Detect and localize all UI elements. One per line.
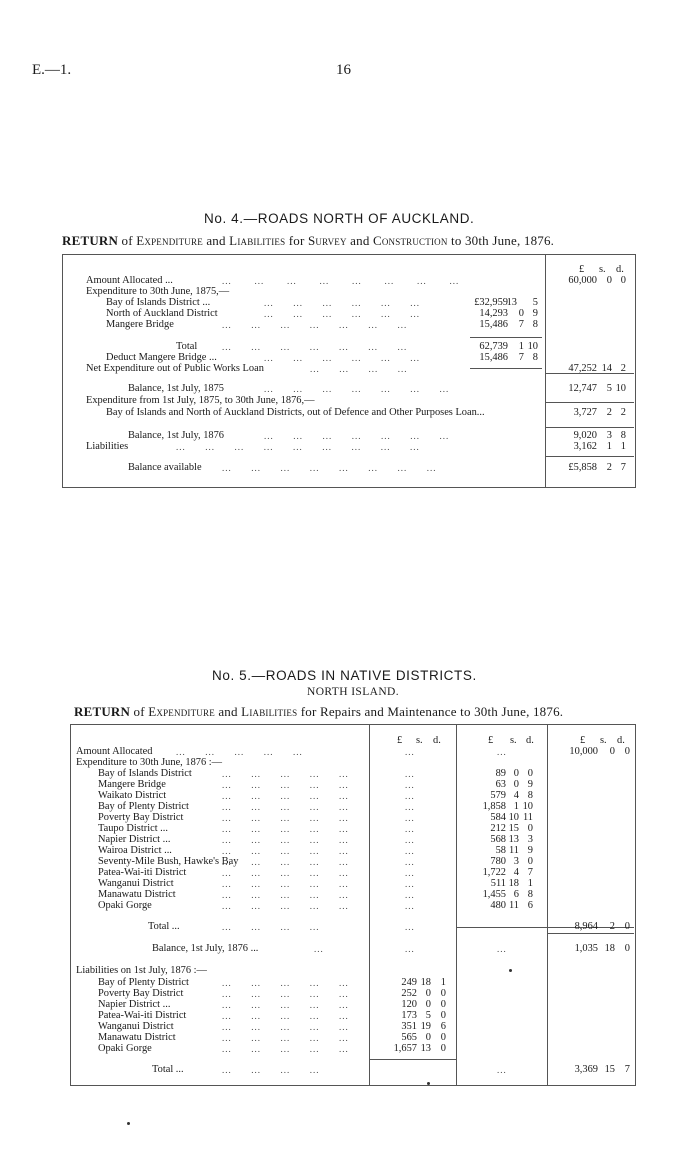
table4-label-bay-north: Bay of Islands and North of Auckland Districts, out of Defence and Other Purposes Loan... xyxy=(106,407,485,418)
district-s: 11 xyxy=(508,845,519,856)
district-s: 0 xyxy=(513,768,519,779)
table5-liab-total-pounds: 3,369 xyxy=(574,1064,598,1075)
table4-bay-pounds: £32,959 xyxy=(474,297,508,308)
liability-name: Napier District ... xyxy=(98,999,171,1010)
liability-pounds: 252 xyxy=(401,988,417,999)
leader-dots: ... ... ... ... ... xyxy=(222,824,349,834)
table5-allocated-d: 0 xyxy=(624,746,630,757)
table4-deduct-pounds: 15,486 xyxy=(479,352,508,363)
table4-label-bal1876: Balance, 1st July, 1876 xyxy=(128,430,225,441)
district-s: 4 xyxy=(513,790,519,801)
table4-total-s: 1 xyxy=(518,341,524,352)
table5-label-exp: Expenditure to 30th June, 1876 :— xyxy=(76,757,223,768)
page-number: 16 xyxy=(336,62,351,78)
table4-north-d: 9 xyxy=(532,308,538,319)
leader-dots: ... xyxy=(497,1065,507,1075)
leader-dots: ... ... ... ... ... xyxy=(222,879,349,889)
table4-baynorth-pounds: 3,727 xyxy=(573,407,597,418)
liability-d: 6 xyxy=(440,1021,446,1032)
table4-label-net: Net Expenditure out of Public Works Loan xyxy=(86,363,264,374)
liability-pounds: 173 xyxy=(401,1010,417,1021)
table4-bay-s: 13 xyxy=(506,297,517,308)
table5-allocated-s: 0 xyxy=(609,746,615,757)
district-name: Bay of Islands District xyxy=(98,768,192,779)
table4-label-mangere: Mangere Bridge xyxy=(106,319,174,330)
table5-col2-head-d: d. xyxy=(526,735,534,746)
district-name: Mangere Bridge xyxy=(98,779,166,790)
leader-dots: ... xyxy=(405,846,415,856)
leader-dots: ... ... ... ... ... ... ... xyxy=(222,342,408,352)
district-d: 7 xyxy=(527,867,533,878)
table5-total-s: 2 xyxy=(609,921,615,932)
table5-label-total: Total ... xyxy=(148,921,180,932)
table4-available-s: 2 xyxy=(606,462,612,473)
leader-dots: ... ... ... ... ... xyxy=(222,901,349,911)
leader-dots: ... xyxy=(314,944,324,954)
table5-island: NORTH ISLAND. xyxy=(307,686,400,698)
district-name: Seventy-Mile Bush, Hawke's Bay xyxy=(98,856,239,867)
district-name: Poverty Bay District xyxy=(98,812,184,823)
leader-dots: ... ... ... ... ... xyxy=(222,835,349,845)
leader-dots: ... xyxy=(405,835,415,845)
table4-label-exp-from: Expenditure from 1st July, 1875, to 30th June, 1876,— xyxy=(86,395,315,406)
liability-s: 19 xyxy=(420,1021,431,1032)
district-s: 18 xyxy=(508,878,519,889)
table5-col3-head-d: d. xyxy=(617,735,625,746)
district-s: 6 xyxy=(513,889,519,900)
district-name: Opaki Gorge xyxy=(98,900,152,911)
table5-label-allocated: Amount Allocated xyxy=(76,746,153,757)
leader-dots: ... xyxy=(405,879,415,889)
liability-s: 0 xyxy=(425,988,431,999)
liability-d: 1 xyxy=(440,977,446,988)
liability-s: 13 xyxy=(420,1043,431,1054)
leader-dots: ... xyxy=(405,824,415,834)
table4-bay-d: 5 xyxy=(532,297,538,308)
leader-dots: ... ... ... ... ... xyxy=(222,780,349,790)
table5-label-balance: Balance, 1st July, 1876 ... xyxy=(152,943,259,954)
table5-balance-d: 0 xyxy=(624,943,630,954)
leader-dots: ... ... ... ... ... xyxy=(222,769,349,779)
district-s: 15 xyxy=(508,823,519,834)
liability-d: 0 xyxy=(440,988,446,999)
table4-bal1876-pounds: 9,020 xyxy=(573,430,597,441)
table4-sum-rule-6 xyxy=(546,456,634,457)
district-d: 0 xyxy=(527,823,533,834)
district-pounds: 780 xyxy=(490,856,506,867)
district-name: Napier District ... xyxy=(98,834,171,845)
district-d: 0 xyxy=(527,768,533,779)
leader-dots: ... xyxy=(405,769,415,779)
district-pounds: 568 xyxy=(490,834,506,845)
document-reference: E.—1. xyxy=(32,62,72,78)
district-s: 0 xyxy=(513,779,519,790)
district-d: 9 xyxy=(527,779,533,790)
table4-label-deduct: Deduct Mangere Bridge ... xyxy=(106,352,217,363)
leader-dots: ... xyxy=(405,890,415,900)
district-d: 8 xyxy=(527,889,533,900)
leader-dots: ... ... ... ... ... xyxy=(222,1033,349,1043)
table4-north-pounds: 14,293 xyxy=(479,308,508,319)
leader-dots: ... ... ... ... ... ... xyxy=(264,298,420,308)
table5-col3-head-pound: £ xyxy=(580,735,586,746)
district-d: 3 xyxy=(527,834,533,845)
table5-column-rule-1 xyxy=(369,724,370,1085)
leader-dots: ... ... ... ... ... xyxy=(222,989,349,999)
table4-label-north: North of Auckland District xyxy=(106,308,218,319)
liability-d: 0 xyxy=(440,1010,446,1021)
table5-sum-rule-2 xyxy=(547,933,634,934)
leader-dots: ... ... ... ... ... xyxy=(222,791,349,801)
leader-dots: ... ... ... ... ... xyxy=(222,813,349,823)
district-s: 11 xyxy=(508,900,519,911)
table5-sum-rule-3 xyxy=(370,1059,456,1060)
table5-balance-pounds: 1,035 xyxy=(574,943,598,954)
table4-sum-rule-2 xyxy=(470,368,542,369)
table4-label-bal1875: Balance, 1st July, 1875 xyxy=(128,383,225,394)
district-d: 10 xyxy=(522,801,533,812)
leader-dots: ... xyxy=(405,944,415,954)
table4-label-liabilities: Liabilities xyxy=(86,441,129,452)
table4-label-allocated: Amount Allocated ... xyxy=(86,275,173,286)
table4-label-available: Balance available xyxy=(128,462,202,473)
table5-total-d: 0 xyxy=(624,921,630,932)
leader-dots: ... ... ... ... ... xyxy=(222,1011,349,1021)
liability-pounds: 351 xyxy=(401,1021,417,1032)
liability-name: Wanganui District xyxy=(98,1021,174,1032)
leader-dots: ... xyxy=(405,802,415,812)
liability-s: 0 xyxy=(425,1032,431,1043)
district-pounds: 89 xyxy=(495,768,506,779)
table4-bal1875-d: 10 xyxy=(615,383,626,394)
district-name: Patea-Wai-iti District xyxy=(98,867,187,878)
leader-dots: ... ... ... ... ... xyxy=(222,857,349,867)
district-pounds: 1,722 xyxy=(482,867,506,878)
table5-liab-total-s: 15 xyxy=(604,1064,615,1075)
leader-dots: ... ... ... ... xyxy=(222,922,320,932)
table4-baynorth-d: 2 xyxy=(620,407,626,418)
table4-north-s: 0 xyxy=(518,308,524,319)
district-d: 11 xyxy=(522,812,533,823)
table4-bal1876-d: 8 xyxy=(620,430,626,441)
table4-mangere-s: 7 xyxy=(518,319,524,330)
district-d: 1 xyxy=(527,878,533,889)
district-d: 8 xyxy=(527,790,533,801)
table4-subtitle: RETURN of Expenditure and Liabilities for Survey and Construction to 30th June, 1876. xyxy=(62,233,555,248)
table4-total-d: 10 xyxy=(527,341,538,352)
district-pounds: 212 xyxy=(490,823,506,834)
district-s: 1 xyxy=(513,801,519,812)
table5-col3-head-s: s. xyxy=(600,735,607,746)
table4-allocated-pounds: 60,000 xyxy=(568,275,597,286)
table4-bal1876-s: 3 xyxy=(606,430,612,441)
table4-liabilities-s: 1 xyxy=(606,441,612,452)
liability-pounds: 1,657 xyxy=(393,1043,417,1054)
leader-dots: ... ... ... ... ... xyxy=(222,1022,349,1032)
leader-dots: ... ... ... ... xyxy=(310,364,408,374)
table4-net-s: 14 xyxy=(601,363,612,374)
table4-available-pounds: £5,858 xyxy=(568,462,597,473)
table5-col2-head-pound: £ xyxy=(488,735,494,746)
liability-name: Manawatu District xyxy=(98,1032,176,1043)
district-s: 10 xyxy=(508,812,519,823)
leader-dots: ... ... ... ... ... xyxy=(222,802,349,812)
district-d: 9 xyxy=(527,845,533,856)
table4-head-d: d. xyxy=(616,264,624,275)
district-name: Wairoa District ... xyxy=(98,845,172,856)
table4-allocated-s: 0 xyxy=(606,275,612,286)
ink-dot xyxy=(509,969,512,972)
leader-dots: ... xyxy=(405,780,415,790)
ink-dot xyxy=(427,1082,430,1085)
table4-deduct-d: 8 xyxy=(532,352,538,363)
liability-name: Patea-Wai-iti District xyxy=(98,1010,187,1021)
district-pounds: 480 xyxy=(490,900,506,911)
liability-name: Bay of Plenty District xyxy=(98,977,189,988)
table4-mangere-pounds: 15,486 xyxy=(479,319,508,330)
leader-dots: ... ... ... ... ... xyxy=(222,868,349,878)
leader-dots: ... ... ... ... ... ... ... xyxy=(222,320,408,330)
district-name: Manawatu District xyxy=(98,889,176,900)
liability-s: 18 xyxy=(420,977,431,988)
leader-dots: ... ... ... ... ... xyxy=(176,747,303,757)
table5-label-liab-total: Total ... xyxy=(152,1064,184,1075)
district-name: Taupo District ... xyxy=(98,823,168,834)
table5-liab-total-d: 7 xyxy=(624,1064,630,1075)
table5-col1-head-d: d. xyxy=(433,735,441,746)
district-pounds: 579 xyxy=(490,790,506,801)
ink-dot xyxy=(127,1122,130,1125)
leader-dots: ... xyxy=(405,857,415,867)
table4-sum-rule-4 xyxy=(546,402,634,403)
table5-sum-rule-1 xyxy=(456,927,634,928)
table4-label-total: Total xyxy=(176,341,198,352)
leader-dots: ... xyxy=(405,901,415,911)
leader-dots: ... ... ... ... ... ... ... xyxy=(264,384,450,394)
table5-subtitle: RETURN of Expenditure and Liabilities for Repairs and Maintenance to 30th June, 1876. xyxy=(74,704,564,719)
table4-title: No. 4.—ROADS NORTH OF AUCKLAND. xyxy=(204,211,475,226)
district-name: Wanganui District xyxy=(98,878,174,889)
leader-dots: ... xyxy=(497,944,507,954)
table4-head-pound: £ xyxy=(579,264,585,275)
leader-dots: ... xyxy=(405,747,415,757)
district-pounds: 584 xyxy=(490,812,506,823)
leader-dots: ... ... ... ... ... ... xyxy=(264,309,420,319)
table4-head-s: s. xyxy=(599,264,606,275)
liability-name: Opaki Gorge xyxy=(98,1043,152,1054)
liability-d: 0 xyxy=(440,1032,446,1043)
leader-dots: ... ... ... ... ... xyxy=(222,978,349,988)
table4-liabilities-pounds: 3,162 xyxy=(573,441,597,452)
table5-col2-head-s: s. xyxy=(510,735,517,746)
district-pounds: 58 xyxy=(495,845,506,856)
table5-title: No. 5.—ROADS IN NATIVE DISTRICTS. xyxy=(212,668,477,683)
liability-pounds: 249 xyxy=(401,977,417,988)
leader-dots: ... ... ... ... ... xyxy=(222,846,349,856)
table4-label-exp-to: Expenditure to 30th June, 1875,— xyxy=(86,286,230,297)
leader-dots: ... ... ... ... ... ... ... ... ... xyxy=(176,442,420,452)
district-pounds: 511 xyxy=(490,878,506,889)
table4-allocated-d: 0 xyxy=(620,275,626,286)
district-name: Bay of Plenty District xyxy=(98,801,189,812)
table4-mangere-d: 8 xyxy=(532,319,538,330)
table4-sum-rule-1 xyxy=(470,337,542,338)
leader-dots: ... ... ... ... ... ... ... ... xyxy=(222,463,437,473)
table4-net-pounds: 47,252 xyxy=(568,363,597,374)
table5-allocated-pounds: 10,000 xyxy=(569,746,598,757)
table4-bal1875-s: 5 xyxy=(606,383,612,394)
table5-col1-head-pound: £ xyxy=(397,735,403,746)
table4-total-pounds: 62,739 xyxy=(479,341,508,352)
leader-dots: ... xyxy=(405,922,415,932)
leader-dots: ... ... ... ... ... ... ... xyxy=(264,431,450,441)
leader-dots: ... ... ... ... ... ... ... ... xyxy=(222,276,460,286)
table4-deduct-s: 7 xyxy=(518,352,524,363)
table5-total-pounds: 8,964 xyxy=(574,921,598,932)
leader-dots: ... ... ... ... ... ... xyxy=(264,353,420,363)
district-s: 13 xyxy=(508,834,519,845)
liability-d: 0 xyxy=(440,999,446,1010)
district-d: 6 xyxy=(527,900,533,911)
liability-pounds: 565 xyxy=(401,1032,417,1043)
liability-pounds: 120 xyxy=(401,999,417,1010)
table4-baynorth-s: 2 xyxy=(606,407,612,418)
table5-balance-s: 18 xyxy=(604,943,615,954)
district-s: 3 xyxy=(513,856,519,867)
table4-label-bay: Bay of Islands District ... xyxy=(106,297,211,308)
district-d: 0 xyxy=(527,856,533,867)
leader-dots: ... xyxy=(405,813,415,823)
district-pounds: 1,455 xyxy=(482,889,506,900)
liability-s: 5 xyxy=(425,1010,431,1021)
district-s: 4 xyxy=(513,867,519,878)
leader-dots: ... xyxy=(405,791,415,801)
district-pounds: 63 xyxy=(495,779,506,790)
table5-label-liabilities: Liabilities on 1st July, 1876 :— xyxy=(76,965,207,976)
table4-net-d: 2 xyxy=(620,363,626,374)
table4-bal1875-pounds: 12,747 xyxy=(568,383,597,394)
table5-column-rule-3 xyxy=(547,724,548,1085)
district-name: Waikato District xyxy=(98,790,167,801)
leader-dots: ... ... ... ... ... xyxy=(222,1044,349,1054)
leader-dots: ... xyxy=(497,747,507,757)
table4-column-rule xyxy=(545,254,546,487)
table4-liabilities-d: 1 xyxy=(620,441,626,452)
table5-column-rule-2 xyxy=(456,724,457,1085)
liability-name: Poverty Bay District xyxy=(98,988,184,999)
leader-dots: ... ... ... ... ... xyxy=(222,890,349,900)
leader-dots: ... xyxy=(405,868,415,878)
district-pounds: 1,858 xyxy=(482,801,506,812)
table4-available-d: 7 xyxy=(620,462,626,473)
liability-s: 0 xyxy=(425,999,431,1010)
liability-d: 0 xyxy=(440,1043,446,1054)
leader-dots: ... ... ... ... ... xyxy=(222,1000,349,1010)
table5-col1-head-s: s. xyxy=(416,735,423,746)
leader-dots: ... ... ... ... xyxy=(222,1065,320,1075)
table4-sum-rule-5 xyxy=(546,427,634,428)
